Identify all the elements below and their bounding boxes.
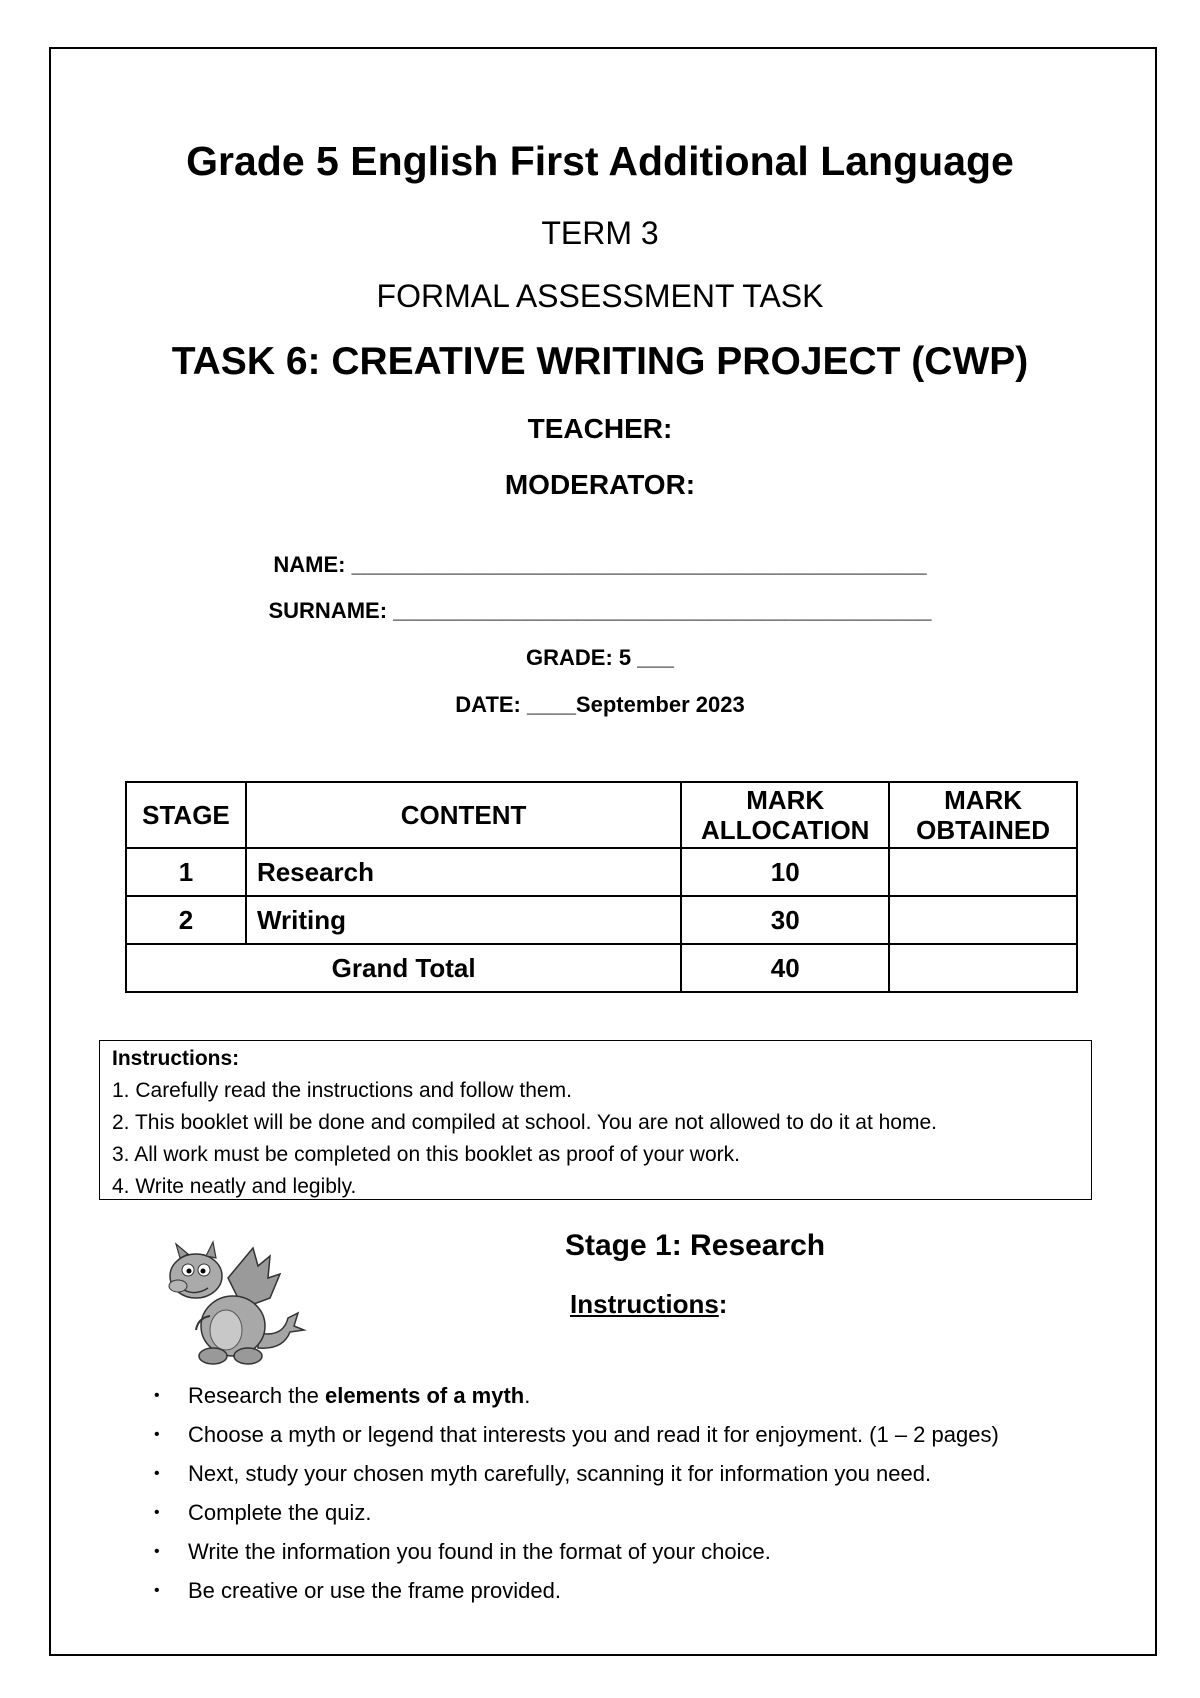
list-item: [150, 1571, 999, 1610]
content-header: CONTENT: [246, 782, 681, 848]
stage-header: STAGE: [126, 782, 246, 848]
instructions-heading: Instructions:: [112, 1047, 240, 1070]
marks-table-header: [126, 782, 1077, 848]
dragon-icon: [158, 1238, 308, 1368]
instruction-item: 1. Carefully read the instructions and follow them.: [112, 1079, 572, 1102]
grand-total-allocation: 40: [681, 944, 889, 992]
marks-table: [125, 781, 1078, 993]
stage1-instructions-text: Instructions: [570, 1289, 719, 1319]
grand-total-row: [126, 944, 1077, 992]
stage1-instructions-label: [570, 1289, 727, 1320]
document-title: Grade 5 English First Additional Language: [186, 138, 1014, 184]
mark-obtained-header-line2: OBTAINED: [916, 815, 1050, 845]
mark-allocation-header: [681, 782, 889, 848]
name-field: NAME: _______________________________________________: [273, 552, 927, 577]
term-label: TERM 3: [541, 215, 659, 251]
obtained-cell: [889, 848, 1077, 896]
bullet-icon: •: [154, 1465, 160, 1482]
content-cell: Research: [246, 848, 681, 896]
bullet-icon: •: [154, 1582, 160, 1599]
mark-obtained-header-line1: MARK: [944, 785, 1023, 815]
instruction-item: 2. This booklet will be done and compiled at school. You are not allowed to do it at home.: [112, 1111, 937, 1134]
instructions-box: [99, 1040, 1092, 1200]
grade-field: GRADE: 5 ___: [526, 645, 674, 670]
assessment-label: FORMAL ASSESSMENT TASK: [376, 278, 824, 314]
list-item: [150, 1493, 999, 1532]
list-item-text: Research the: [188, 1383, 325, 1408]
list-item: [150, 1376, 999, 1415]
mark-obtained-header: [889, 782, 1077, 848]
surname-field: SURNAME: ____________________________________________: [268, 598, 932, 623]
task-title: TASK 6: CREATIVE WRITING PROJECT (CWP): [171, 340, 1029, 383]
content-cell: Writing: [246, 896, 681, 944]
date-field: DATE: ____September 2023: [455, 692, 745, 717]
list-item-text: Write the information you found in the format of your choice.: [188, 1539, 771, 1564]
stage1-instructions-colon: :: [718, 1289, 728, 1319]
table-row: [126, 896, 1077, 944]
list-item-text: Next, study your chosen myth carefully, scanning it for information you need.: [188, 1461, 932, 1486]
allocation-cell: 10: [681, 848, 889, 896]
list-item: [150, 1415, 999, 1454]
list-item-text: Choose a myth or legend that interests you and read it for enjoyment. (1 – 2 pages): [188, 1422, 999, 1447]
bullet-icon: •: [154, 1543, 160, 1560]
list-item-text-end: .: [524, 1383, 531, 1408]
obtained-cell: [889, 896, 1077, 944]
moderator-label: MODERATOR:: [504, 469, 696, 500]
bullet-icon: •: [154, 1426, 160, 1443]
list-item: [150, 1532, 999, 1571]
instruction-item: 4. Write neatly and legibly.: [112, 1175, 357, 1198]
list-item-bold-text: elements of a myth: [324, 1383, 525, 1408]
mark-allocation-header-line2: ALLOCATION: [700, 815, 870, 845]
bullet-icon: •: [154, 1504, 160, 1521]
bullet-icon: •: [154, 1387, 160, 1404]
instruction-item: 3. All work must be completed on this booklet as proof of your work.: [112, 1143, 740, 1166]
stage-cell: 1: [126, 848, 246, 896]
table-row: [126, 848, 1077, 896]
stage1-heading: Stage 1: Research: [565, 1229, 826, 1262]
grand-total-obtained: [889, 944, 1077, 992]
grand-total-label: Grand Total: [126, 944, 681, 992]
teacher-label: TEACHER:: [527, 413, 673, 444]
mark-allocation-header-line1: MARK: [746, 785, 825, 815]
list-item: [150, 1454, 999, 1493]
research-instructions-list: [150, 1376, 999, 1610]
allocation-cell: 30: [681, 896, 889, 944]
list-item-text: Complete the quiz.: [188, 1500, 372, 1525]
stage-cell: 2: [126, 896, 246, 944]
list-item-text: Be creative or use the frame provided.: [188, 1578, 561, 1603]
